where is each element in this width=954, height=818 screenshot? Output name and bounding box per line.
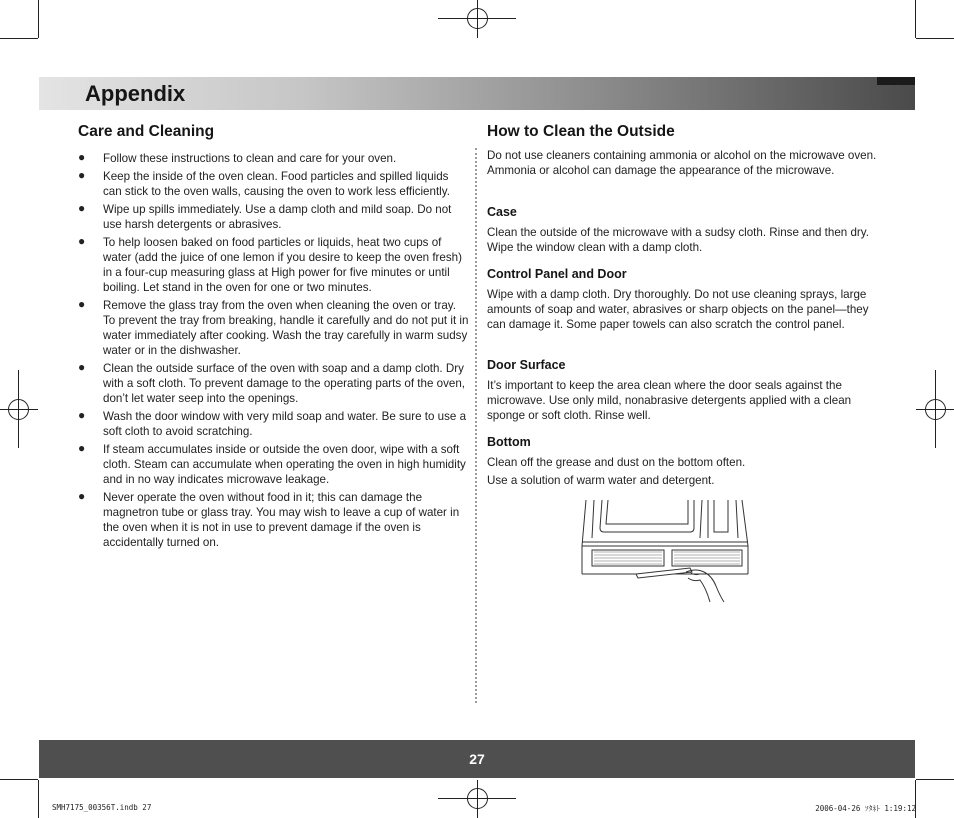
print-file-info: SMH7175_00356T.indb 27	[52, 803, 152, 812]
paragraph-bottom: Clean off the grease and dust on the bottom often.	[487, 456, 746, 469]
subheading-bottom: Bottom	[487, 435, 531, 449]
microwave-cleaning-illustration	[578, 498, 754, 604]
care-bullet-list	[78, 151, 470, 553]
bullet-icon: ●	[78, 441, 86, 455]
list-item-text: Remove the glass tray from the oven when cleaning the oven or tray. To prevent the tray from breaking, handle it carefully and do not put it in water immediately after cooking. Wash the tray carefully in warm sudsy water or in the dishwasher.	[103, 299, 469, 357]
list-item-text: Keep the inside of the oven clean. Food particles and spilled liquids can stick to the oven walls, causing the oven to work less efficiently.	[103, 170, 450, 198]
subheading-case: Case	[487, 205, 517, 219]
paragraph-case: Clean the outside of the microwave with a sudsy cloth. Rinse and then dry. Wipe the window clean with a damp cloth.	[487, 226, 869, 254]
subheading-control-panel: Control Panel and Door	[487, 267, 627, 281]
list-item	[78, 409, 470, 439]
list-item-text: To help loosen baked on food particles or liquids, heat two cups of water (add the juice of one lemon if you desire to keep the oven fresh) in a four-cup measuring glass at High power for five minutes or until boiling. Let stand in the oven for one or two minutes.	[103, 236, 462, 294]
section-heading-care-and-cleaning: Care and Cleaning	[78, 123, 215, 140]
registration-mark	[467, 788, 488, 809]
page-title: Appendix	[85, 81, 186, 106]
crop-mark	[38, 0, 39, 38]
registration-mark	[467, 8, 488, 29]
column-divider	[475, 148, 477, 703]
print-timestamp: 2006-04-26 ｿﾀﾈﾄ 1:19:12	[815, 804, 916, 813]
crop-mark	[0, 779, 38, 780]
list-item-text: Wipe up spills immediately. Use a damp cloth and mild soap. Do not use harsh detergents or abrasives.	[103, 203, 452, 231]
crop-mark	[916, 779, 954, 780]
list-item	[78, 361, 470, 406]
list-item-text: If steam accumulates inside or outside the oven door, wipe with a soft cloth. Steam can accumulate when operating the oven in high humidity and in no way indicates microwave leakage.	[103, 443, 466, 486]
paragraph-control-panel: Wipe with a damp cloth. Dry thoroughly. Do not use cleaning sprays, large amounts of soap and water, abrasives or sharp objects on the panel—they can damage it. Some paper towels can also scratch the control panel.	[487, 288, 869, 331]
list-item-text: Never operate the oven without food in it; this can damage the magnetron tube or glass tray. You may wish to leave a cup of water in the oven when it is not in use to prevent damage if the oven is accidentally turned on.	[103, 491, 460, 549]
list-item-text: Clean the outside surface of the oven with soap and a damp cloth. Dry with a soft cloth. To prevent damage to the operating parts of the oven, don’t let water seep into the openings.	[103, 362, 465, 405]
list-item	[78, 169, 470, 199]
list-item	[78, 442, 470, 487]
bullet-icon: ●	[78, 489, 86, 503]
section-heading-clean-outside: How to Clean the Outside	[487, 123, 675, 140]
crop-mark	[38, 780, 39, 818]
list-item	[78, 202, 470, 232]
registration-mark	[8, 399, 29, 420]
intro-paragraph: Do not use cleaners containing ammonia or alcohol on the microwave oven. Ammonia or alcohol can damage the appearance of the microwave.	[487, 149, 877, 177]
header-tab	[877, 77, 915, 85]
bullet-icon: ●	[78, 408, 86, 422]
list-item	[78, 235, 470, 295]
registration-mark	[925, 399, 946, 420]
page-number: 27	[469, 751, 485, 767]
list-item	[78, 490, 470, 550]
list-item	[78, 298, 470, 358]
list-item	[78, 151, 470, 166]
list-item-text: Follow these instructions to clean and care for your oven.	[103, 152, 397, 165]
bullet-icon: ●	[78, 297, 86, 311]
bullet-icon: ●	[78, 360, 86, 374]
bullet-icon: ●	[78, 150, 86, 164]
crop-mark	[916, 38, 954, 39]
crop-mark	[0, 38, 38, 39]
paragraph-door-surface: It’s important to keep the area clean where the door seals against the microwave. Use only mild, nonabrasive detergents applied with a clean sponge or soft cloth. Rinse well.	[487, 379, 852, 422]
bullet-icon: ●	[78, 234, 86, 248]
bullet-icon: ●	[78, 201, 86, 215]
bullet-icon: ●	[78, 168, 86, 182]
list-item-text: Wash the door window with very mild soap and water. Be sure to use a soft cloth to avoid scratching.	[103, 410, 467, 438]
subheading-door-surface: Door Surface	[487, 358, 566, 372]
paragraph-bottom-2: Use a solution of warm water and detergent.	[487, 474, 715, 487]
crop-mark	[915, 0, 916, 38]
